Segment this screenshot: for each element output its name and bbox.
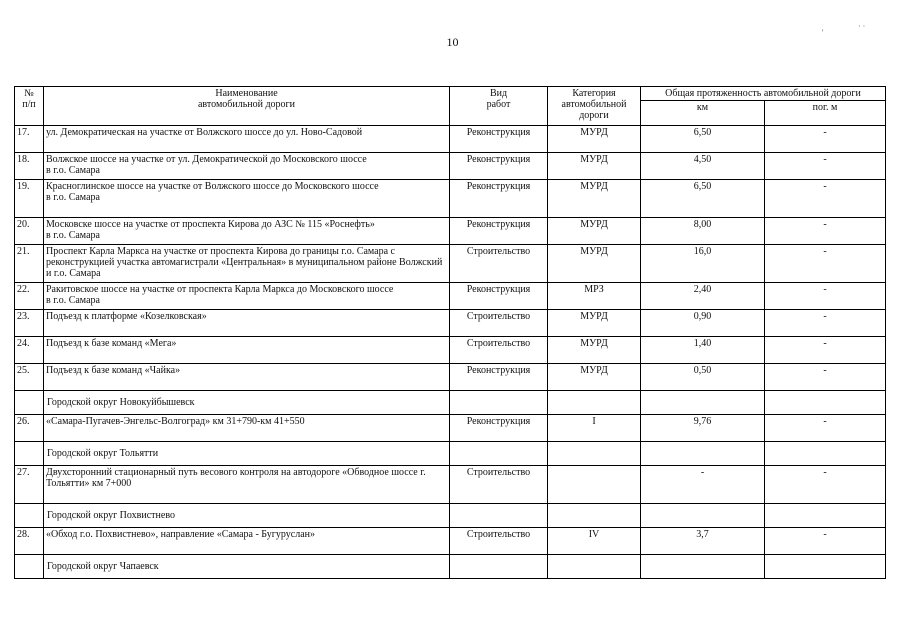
row-number-cell: 18. xyxy=(15,153,44,180)
section-row xyxy=(15,391,886,415)
road-name-cell: «Обход г.о. Похвистнево», направление «Самара - Бугуруслан» xyxy=(44,528,450,555)
road-name-cell: Подъезд к базе команд «Мега» xyxy=(44,337,450,364)
row-number-cell xyxy=(15,442,44,466)
header-linear-m: пог. м xyxy=(765,101,886,126)
road-name-cell: Красноглинское шоссе на участке от Волжского шоссе до Московского шоссе в г.о. Самара xyxy=(44,180,450,218)
work-type-cell: Реконструкция xyxy=(450,364,548,391)
category-cell xyxy=(548,504,641,528)
linear-m-cell xyxy=(765,504,886,528)
table-row xyxy=(15,283,886,310)
road-name-cell: Двухсторонний стационарный путь весового контроля на автодороге «Обводное шоссе г. Тольятти» км 7+000 xyxy=(44,466,450,504)
category-cell: I xyxy=(548,415,641,442)
category-cell: МУРД xyxy=(548,245,641,283)
category-cell: МУРД xyxy=(548,218,641,245)
work-type-cell: Реконструкция xyxy=(450,415,548,442)
km-cell: 16,0 xyxy=(641,245,765,283)
km-cell: 0,90 xyxy=(641,310,765,337)
row-number-cell xyxy=(15,555,44,579)
linear-m-cell xyxy=(765,555,886,579)
linear-m-cell: - xyxy=(765,283,886,310)
table-row xyxy=(15,126,886,153)
category-cell: IV xyxy=(548,528,641,555)
km-cell: 1,40 xyxy=(641,337,765,364)
work-type-cell: Строительство xyxy=(450,528,548,555)
page-number: 10 xyxy=(446,35,459,49)
row-number-cell: 24. xyxy=(15,337,44,364)
table-row xyxy=(15,364,886,391)
road-name-cell: ул. Демократическая на участке от Волжского шоссе до ул. Ново-Садовой xyxy=(44,126,450,153)
row-number-cell xyxy=(15,504,44,528)
row-number-cell: 21. xyxy=(15,245,44,283)
table-row xyxy=(15,528,886,555)
row-number-cell: 28. xyxy=(15,528,44,555)
linear-m-cell: - xyxy=(765,310,886,337)
km-cell: 8,00 xyxy=(641,218,765,245)
linear-m-cell: - xyxy=(765,415,886,442)
category-cell: МРЗ xyxy=(548,283,641,310)
linear-m-cell: - xyxy=(765,528,886,555)
work-type-cell: Строительство xyxy=(450,466,548,504)
table-row xyxy=(15,337,886,364)
header-km: км xyxy=(641,101,765,126)
work-type-cell xyxy=(450,442,548,466)
row-number-cell: 25. xyxy=(15,364,44,391)
work-type-cell: Реконструкция xyxy=(450,153,548,180)
km-cell xyxy=(641,442,765,466)
road-name-cell: Проспект Карла Маркса на участке от проспекта Кирова до границы г.о. Самара с реконструкцией участка автомагистрали «Центральная» в муниципальном районе Волжский и г.о. Самара xyxy=(44,245,450,283)
row-number-cell xyxy=(15,391,44,415)
category-cell xyxy=(548,555,641,579)
section-row xyxy=(15,442,886,466)
header-road-category: Категория автомобильной дороги xyxy=(548,87,641,126)
row-number-cell: 26. xyxy=(15,415,44,442)
road-name-cell: Подъезд к базе команд «Чайка» xyxy=(44,364,450,391)
table-row xyxy=(15,245,886,283)
linear-m-cell: - xyxy=(765,466,886,504)
work-type-cell: Реконструкция xyxy=(450,218,548,245)
scan-mark: · · xyxy=(858,22,866,31)
section-name-cell: Городской округ Тольятти xyxy=(44,442,450,466)
section-name-cell: Городской округ Чапаевск xyxy=(44,555,450,579)
table-body xyxy=(15,126,886,579)
category-cell: МУРД xyxy=(548,364,641,391)
section-name-cell: Городской округ Похвистнево xyxy=(44,504,450,528)
header-road-name: Наименование автомобильной дороги xyxy=(44,87,450,126)
km-cell: 2,40 xyxy=(641,283,765,310)
section-name-cell: Городской округ Новокуйбышевск xyxy=(44,391,450,415)
category-cell: МУРД xyxy=(548,126,641,153)
work-type-cell: Строительство xyxy=(450,245,548,283)
linear-m-cell: - xyxy=(765,218,886,245)
table-row xyxy=(15,310,886,337)
table-row xyxy=(15,153,886,180)
row-number-cell: 27. xyxy=(15,466,44,504)
table-row xyxy=(15,218,886,245)
work-type-cell: Реконструкция xyxy=(450,180,548,218)
km-cell: 6,50 xyxy=(641,126,765,153)
work-type-cell: Строительство xyxy=(450,337,548,364)
category-cell xyxy=(548,391,641,415)
work-type-cell xyxy=(450,555,548,579)
header-work-type: Вид работ xyxy=(450,87,548,126)
work-type-cell xyxy=(450,391,548,415)
header-total-length: Общая протяженность автомобильной дороги xyxy=(641,87,886,101)
row-number-cell: 17. xyxy=(15,126,44,153)
linear-m-cell xyxy=(765,391,886,415)
km-cell: 4,50 xyxy=(641,153,765,180)
table-row xyxy=(15,180,886,218)
header-num: № п/п xyxy=(15,87,44,126)
category-cell xyxy=(548,442,641,466)
linear-m-cell: - xyxy=(765,245,886,283)
linear-m-cell: - xyxy=(765,180,886,218)
scan-mark: ' xyxy=(822,28,824,37)
km-cell: - xyxy=(641,466,765,504)
road-name-cell: Московске шоссе на участке от проспекта Кирова до АЗС № 115 «Роснефть» в г.о. Самара xyxy=(44,218,450,245)
road-name-cell: Волжское шоссе на участке от ул. Демократической до Московского шоссе в г.о. Самара xyxy=(44,153,450,180)
category-cell: МУРД xyxy=(548,337,641,364)
table-row xyxy=(15,466,886,504)
category-cell xyxy=(548,466,641,504)
km-cell xyxy=(641,555,765,579)
section-row xyxy=(15,504,886,528)
roads-table xyxy=(14,86,886,579)
work-type-cell xyxy=(450,504,548,528)
linear-m-cell: - xyxy=(765,337,886,364)
row-number-cell: 23. xyxy=(15,310,44,337)
linear-m-cell xyxy=(765,442,886,466)
row-number-cell: 20. xyxy=(15,218,44,245)
category-cell: МУРД xyxy=(548,153,641,180)
km-cell: 6,50 xyxy=(641,180,765,218)
table-row xyxy=(15,415,886,442)
category-cell: МУРД xyxy=(548,180,641,218)
row-number-cell: 22. xyxy=(15,283,44,310)
work-type-cell: Строительство xyxy=(450,310,548,337)
linear-m-cell: - xyxy=(765,126,886,153)
km-cell xyxy=(641,504,765,528)
km-cell: 0,50 xyxy=(641,364,765,391)
road-name-cell: Подъезд к платформе «Козелковская» xyxy=(44,310,450,337)
road-name-cell: Ракитовское шоссе на участке от проспекта Карла Маркса до Московского шоссе в г.о. Самара xyxy=(44,283,450,310)
section-row xyxy=(15,555,886,579)
km-cell: 9,76 xyxy=(641,415,765,442)
road-name-cell: «Самара-Пугачев-Энгельс-Волгоград» км 31+790-км 41+550 xyxy=(44,415,450,442)
work-type-cell: Реконструкция xyxy=(450,126,548,153)
linear-m-cell: - xyxy=(765,153,886,180)
km-cell: 3,7 xyxy=(641,528,765,555)
km-cell xyxy=(641,391,765,415)
linear-m-cell: - xyxy=(765,364,886,391)
work-type-cell: Реконструкция xyxy=(450,283,548,310)
row-number-cell: 19. xyxy=(15,180,44,218)
category-cell: МУРД xyxy=(548,310,641,337)
